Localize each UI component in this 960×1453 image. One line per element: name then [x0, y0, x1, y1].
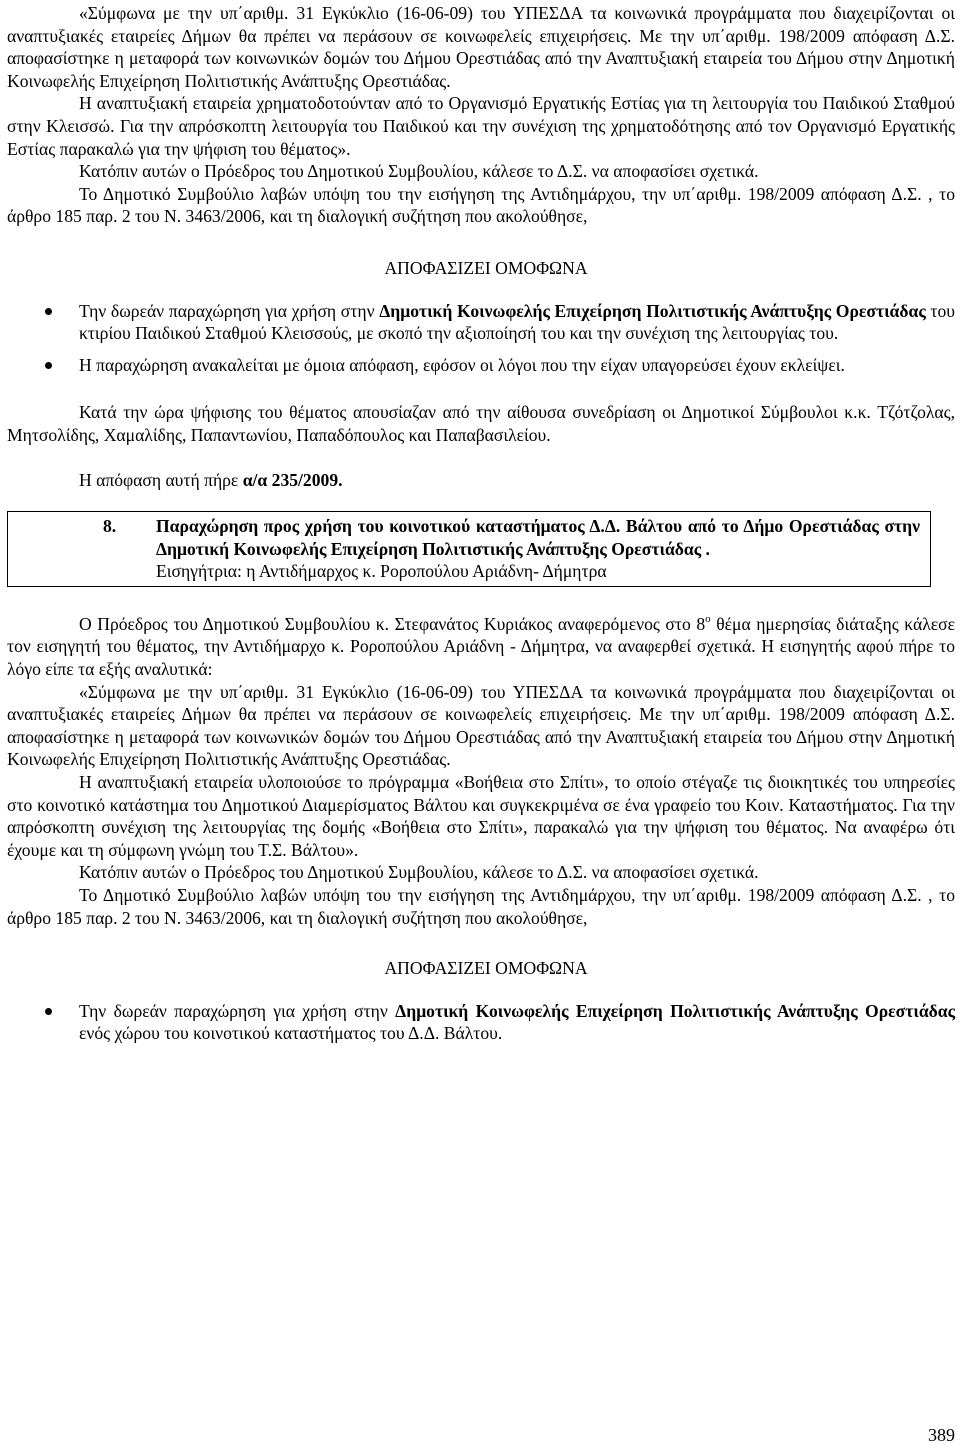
second-paragraph-4: Κατόπιν αυτών ο Πρόεδρος του Δημοτικού Συμβουλίου, κάλεσε το Δ.Σ. να αποφασίσει σχετικά. — [79, 862, 759, 883]
bullet-icon — [45, 362, 52, 369]
agenda-item-title: Παραχώρηση προς χρήση του κοινοτικού καταστήματος Δ.Δ. Βάλτου από το Δήμο Ορεστιάδας στην Δημοτική Κοινωφελής Επιχείρηση Πολιτιστικής Ανάπτυξης Ορεστιάδας . — [156, 516, 920, 559]
decision-number: α/α 235/2009. — [242, 469, 343, 490]
agenda-item-box — [7, 511, 931, 587]
intro-paragraph-1: «Σύμφωνα με την υπ΄αριθμ. 31 Εγκύκλιο (16-06-09) του ΥΠΕΣΔΑ τα κοινωνικά προγράμματα που διαχειρίζονται οι αναπτυξιακές εταιρείες Δήμων θα πρέπει να περάσουν σε κοινωφελείς επιχειρήσεις. Με την υπ΄αριθμ. 198/2009 απόφαση Δ.Σ. αποφασίστηκε η μεταφορά των κοινωνικών δομών του Δήμου Ορεστιάδας από την Αναπτυξιακή εταιρεία του Δήμου στην Δημοτική Κοινωφελής Επιχείρηση Πολιτιστικής Ανάπτυξης Ορεστιάδας. — [7, 3, 955, 91]
second-decision-list — [7, 1000, 955, 1045]
bullet-icon — [45, 1008, 52, 1015]
decision-bullet — [7, 300, 955, 345]
bullet-text-end: ενός χώρου του κοινοτικού καταστήματος του Δ.Δ. Βάλτου. — [79, 1023, 503, 1044]
intro-paragraph-2: Η αναπτυξιακή εταιρεία χρηματοδοτούνταν από το Οργανισμό Εργατικής Εστίας για τη λειτουργία του Παιδικού Σταθμού στην Κλεισσώ. Για την απρόσκοπτη λειτουργία του Παιδικού και την συνέχιση της χρηματοδότησης από τον Οργανισμό Εργατικής Εστίας παρακαλώ για την ψήφιση του θέματος». — [7, 93, 955, 159]
bullet-text: Την δωρεάν παραχώρηση για χρήση στην — [79, 300, 380, 321]
decision-heading: ΑΠΟΦΑΣΙΖΕΙ ΟΜΟΦΩΝΑ — [384, 257, 588, 278]
bullet-text: Την δωρεάν παραχώρηση για χρήση στην — [79, 1000, 396, 1021]
second-paragraph-2: «Σύμφωνα με την υπ΄αριθμ. 31 Εγκύκλιο (16-06-09) του ΥΠΕΣΔΑ τα κοινωνικά προγράμματα που διαχειρίζονται οι αναπτυξιακές εταιρείες Δήμων θα πρέπει να περάσουν σε κοινωφελείς επιχειρήσεις. Με την υπ΄αριθμ. 198/2009 απόφαση Δ.Σ. αποφασίστηκε η μεταφορά των κοινωνικών δομών του Δήμου Ορεστιάδας από την Αναπτυξιακή εταιρεία του Δήμου στην Δημοτική Κοινωφελής Επιχείρηση Πολιτιστικής Ανάπτυξης Ορεστιάδας. — [7, 681, 955, 770]
absent-members-paragraph: Κατά την ώρα ψήφισης του θέματος απουσίαζαν από την αίθουσα συνεδρίαση οι Δημοτικοί Σύμβουλοι κ.κ. Τζότζολας, Μητσολίδης, Χαμαλίδης, Παπαντωνίου, Παπαδόπουλος και Παπαβασιλείου. — [7, 402, 955, 445]
second-p1-text: Ο Πρόεδρος του Δημοτικού Συμβουλίου κ. Στεφανάτος Κυριάκος αναφερόμενος στο 8 — [79, 613, 706, 634]
second-p1-text-end: θέμα ημερησίας διάταξης κάλεσε τον εισηγητή του θέματος, την Αντιδήμαρχο κ. Ροροπούλου Αριάδνη - Δήμητρα, να αναφερθεί σχετικά. Η εισηγητής αφού πήρε το λόγο είπε τα εξής αναλυτικά: — [7, 613, 955, 680]
decision-list — [7, 300, 955, 377]
document-page — [0, 2, 960, 1453]
second-decision-heading: ΑΠΟΦΑΣΙΖΕΙ ΟΜΟΦΩΝΑ — [384, 958, 588, 979]
bullet-text-end: του κτιρίου Παιδικού Σταθμού Κλεισσούς, με σκοπό την αξιοποίησή του και την συνέχιση της λειτουργίας του. — [79, 300, 956, 344]
bullet-bold-text: Δημοτική Κοινωφελής Επιχείρηση Πολιτιστικής Ανάπτυξης Ορεστιάδας — [379, 300, 926, 321]
page-number: 389 — [928, 1425, 955, 1445]
agenda-item-number: 8. — [103, 516, 117, 537]
decision-number-line — [7, 469, 955, 492]
bullet-text: Η παραχώρηση ανακαλείται με όμοια απόφαση, εφόσον οι λόγοι που την είχαν υπαγορεύσει έχουν εκλείψει. — [79, 354, 845, 375]
second-paragraph-1 — [7, 613, 955, 681]
agenda-item-body — [156, 515, 930, 583]
agenda-item-rapporteur: Εισηγήτρια: η Αντιδήμαρχος κ. Ροροπούλου Αριάδνη- Δήμητρα — [156, 561, 607, 582]
ordinal-superscript: ο — [705, 612, 711, 625]
second-paragraph-3: Η αναπτυξιακή εταιρεία υλοποιούσε το πρόγραμμα «Βοήθεια στο Σπίτι», το οποίο στέγαζε τις διοικητικές του υπηρεσίες στο κοινοτικό κατάστημα του Δημοτικού Διαμερίσματος Βάλτου και συγκεκριμένα σε ένα γραφείο του Κοιν. Καταστήματος. Για την απρόσκοπτη συνέχιση της λειτουργίας της δομής «Βοήθεια στο Σπίτι», παρακαλώ για την ψήφιση του θέματος. Να αναφέρω ότι έχουμε και τη σύμφωνη γνώμη του Τ.Σ. Βάλτου». — [7, 772, 955, 860]
intro-paragraph-4: Το Δημοτικό Συμβούλιο λαβών υπόψη του την εισήγηση της Αντιδημάρχου, την υπ΄αριθμ. 198/2009 απόφαση Δ.Σ. , το άρθρο 185 παρ. 2 του Ν. 3463/2006, και τη διαλογική συζήτηση που ακολούθησε, — [7, 183, 955, 227]
intro-paragraph-3: Κατόπιν αυτών ο Πρόεδρος του Δημοτικού Συμβουλίου, κάλεσε το Δ.Σ. να αποφασίσει σχετικά. — [79, 161, 759, 182]
second-paragraph-5: Το Δημοτικό Συμβούλιο λαβών υπόψη του την εισήγηση της Αντιδημάρχου, την υπ΄αριθμ. 198/2009 απόφαση Δ.Σ. , το άρθρο 185 παρ. 2 του Ν. 3463/2006, και τη διαλογική συζήτηση που ακολούθησε, — [7, 885, 955, 928]
bullet-bold-text: Δημοτική Κοινωφελής Επιχείρηση Πολιτιστικής Ανάπτυξης Ορεστιάδας — [395, 1000, 956, 1021]
decision-number-label: Η απόφαση αυτή πήρε — [79, 469, 243, 490]
decision-bullet — [7, 1000, 955, 1045]
bullet-icon — [45, 308, 52, 315]
decision-bullet — [7, 354, 955, 377]
